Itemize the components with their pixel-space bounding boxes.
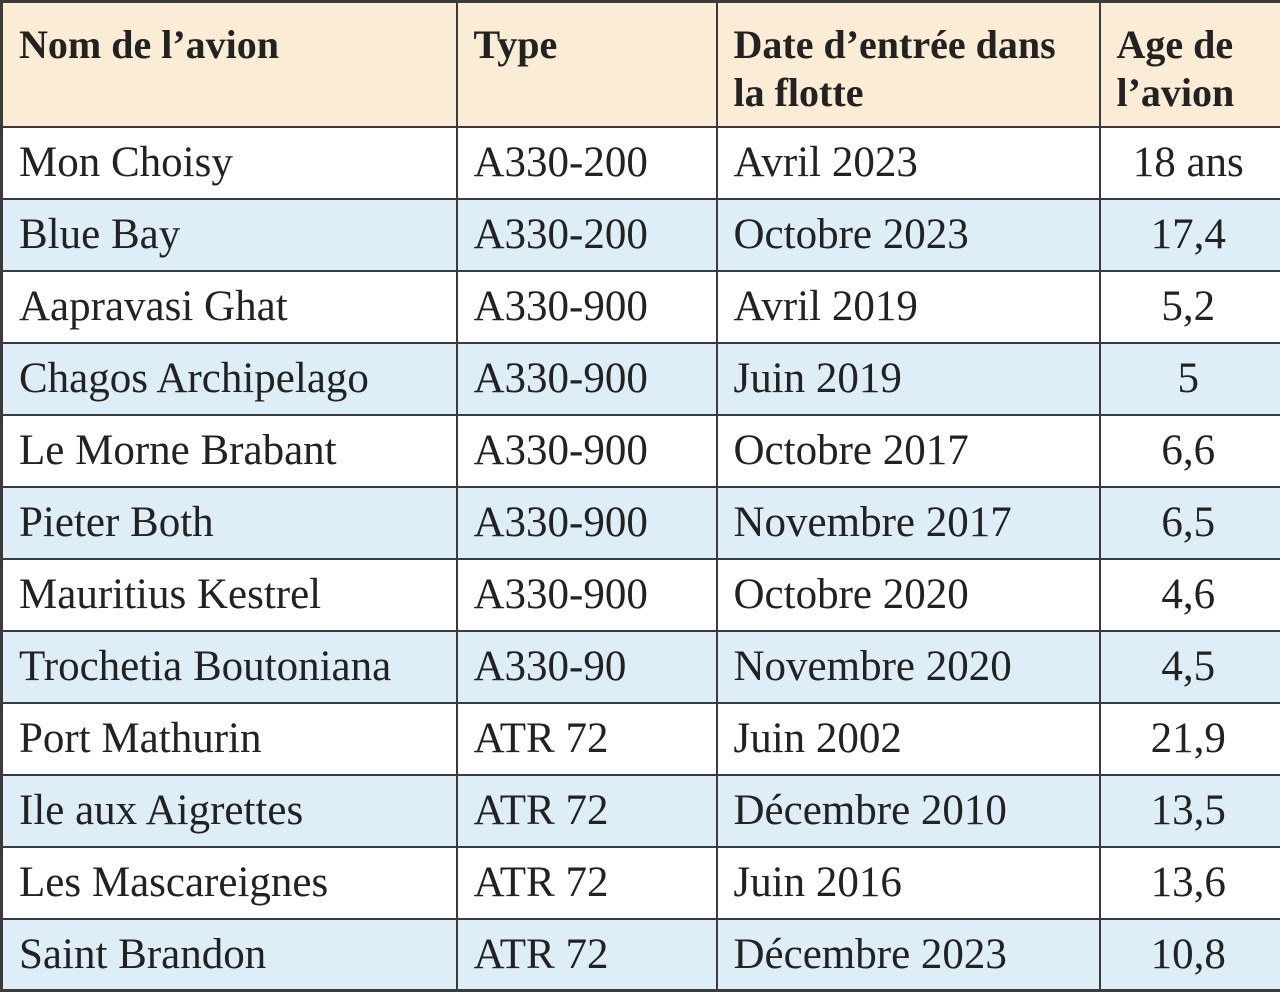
cell-age: 13,5: [1100, 775, 1280, 847]
cell-age: 4,6: [1100, 559, 1280, 631]
col-header-type: Type: [457, 2, 717, 127]
table-row: [2, 271, 1280, 343]
cell-age: 10,8: [1100, 919, 1280, 991]
table-header: [2, 2, 1280, 127]
table-row: [2, 919, 1280, 991]
cell-plane-name: Trochetia Boutoniana: [2, 631, 457, 703]
cell-entry-date: Octobre 2020: [717, 559, 1100, 631]
cell-plane-name: Les Mascareignes: [2, 847, 457, 919]
col-header-plane-name: Nom de l’avion: [2, 2, 457, 127]
cell-plane-name: Chagos Archipelago: [2, 343, 457, 415]
cell-age: 21,9: [1100, 703, 1280, 775]
table-row: [2, 775, 1280, 847]
cell-aircraft-type: A330-900: [457, 487, 717, 559]
cell-entry-date: Décembre 2023: [717, 919, 1100, 991]
cell-plane-name: Blue Bay: [2, 199, 457, 271]
cell-age: 6,6: [1100, 415, 1280, 487]
col-header-entry-date: Date d’entrée dans la flotte: [717, 2, 1100, 127]
table-body: [2, 127, 1280, 991]
cell-entry-date: Juin 2002: [717, 703, 1100, 775]
table-row: [2, 559, 1280, 631]
table-row: [2, 415, 1280, 487]
cell-plane-name: Aapravasi Ghat: [2, 271, 457, 343]
cell-aircraft-type: A330-900: [457, 271, 717, 343]
table-row: [2, 199, 1280, 271]
cell-aircraft-type: A330-200: [457, 199, 717, 271]
cell-plane-name: Port Mathurin: [2, 703, 457, 775]
cell-entry-date: Avril 2023: [717, 127, 1100, 199]
col-header-age: Age de l’avion: [1100, 2, 1280, 127]
cell-plane-name: Pieter Both: [2, 487, 457, 559]
cell-plane-name: Le Morne Brabant: [2, 415, 457, 487]
cell-age: 4,5: [1100, 631, 1280, 703]
cell-aircraft-type: ATR 72: [457, 703, 717, 775]
cell-aircraft-type: ATR 72: [457, 847, 717, 919]
cell-aircraft-type: A330-900: [457, 343, 717, 415]
table-row: [2, 631, 1280, 703]
cell-entry-date: Novembre 2017: [717, 487, 1100, 559]
cell-age: 18 ans: [1100, 127, 1280, 199]
cell-entry-date: Décembre 2010: [717, 775, 1100, 847]
header-row: [2, 2, 1280, 127]
cell-age: 13,6: [1100, 847, 1280, 919]
cell-age: 5,2: [1100, 271, 1280, 343]
cell-entry-date: Avril 2019: [717, 271, 1100, 343]
cell-entry-date: Juin 2019: [717, 343, 1100, 415]
table-row: [2, 127, 1280, 199]
cell-age: 5: [1100, 343, 1280, 415]
cell-plane-name: Ile aux Aigrettes: [2, 775, 457, 847]
cell-aircraft-type: ATR 72: [457, 919, 717, 991]
cell-aircraft-type: ATR 72: [457, 775, 717, 847]
cell-age: 6,5: [1100, 487, 1280, 559]
cell-entry-date: Novembre 2020: [717, 631, 1100, 703]
cell-aircraft-type: A330-900: [457, 415, 717, 487]
cell-entry-date: Octobre 2017: [717, 415, 1100, 487]
cell-plane-name: Mauritius Kestrel: [2, 559, 457, 631]
cell-plane-name: Mon Choisy: [2, 127, 457, 199]
cell-age: 17,4: [1100, 199, 1280, 271]
table-row: [2, 703, 1280, 775]
cell-aircraft-type: A330-90: [457, 631, 717, 703]
cell-plane-name: Saint Brandon: [2, 919, 457, 991]
cell-entry-date: Octobre 2023: [717, 199, 1100, 271]
cell-aircraft-type: A330-200: [457, 127, 717, 199]
cell-entry-date: Juin 2016: [717, 847, 1100, 919]
table-row: [2, 847, 1280, 919]
table-row: [2, 343, 1280, 415]
cell-aircraft-type: A330-900: [457, 559, 717, 631]
table-row: [2, 487, 1280, 559]
